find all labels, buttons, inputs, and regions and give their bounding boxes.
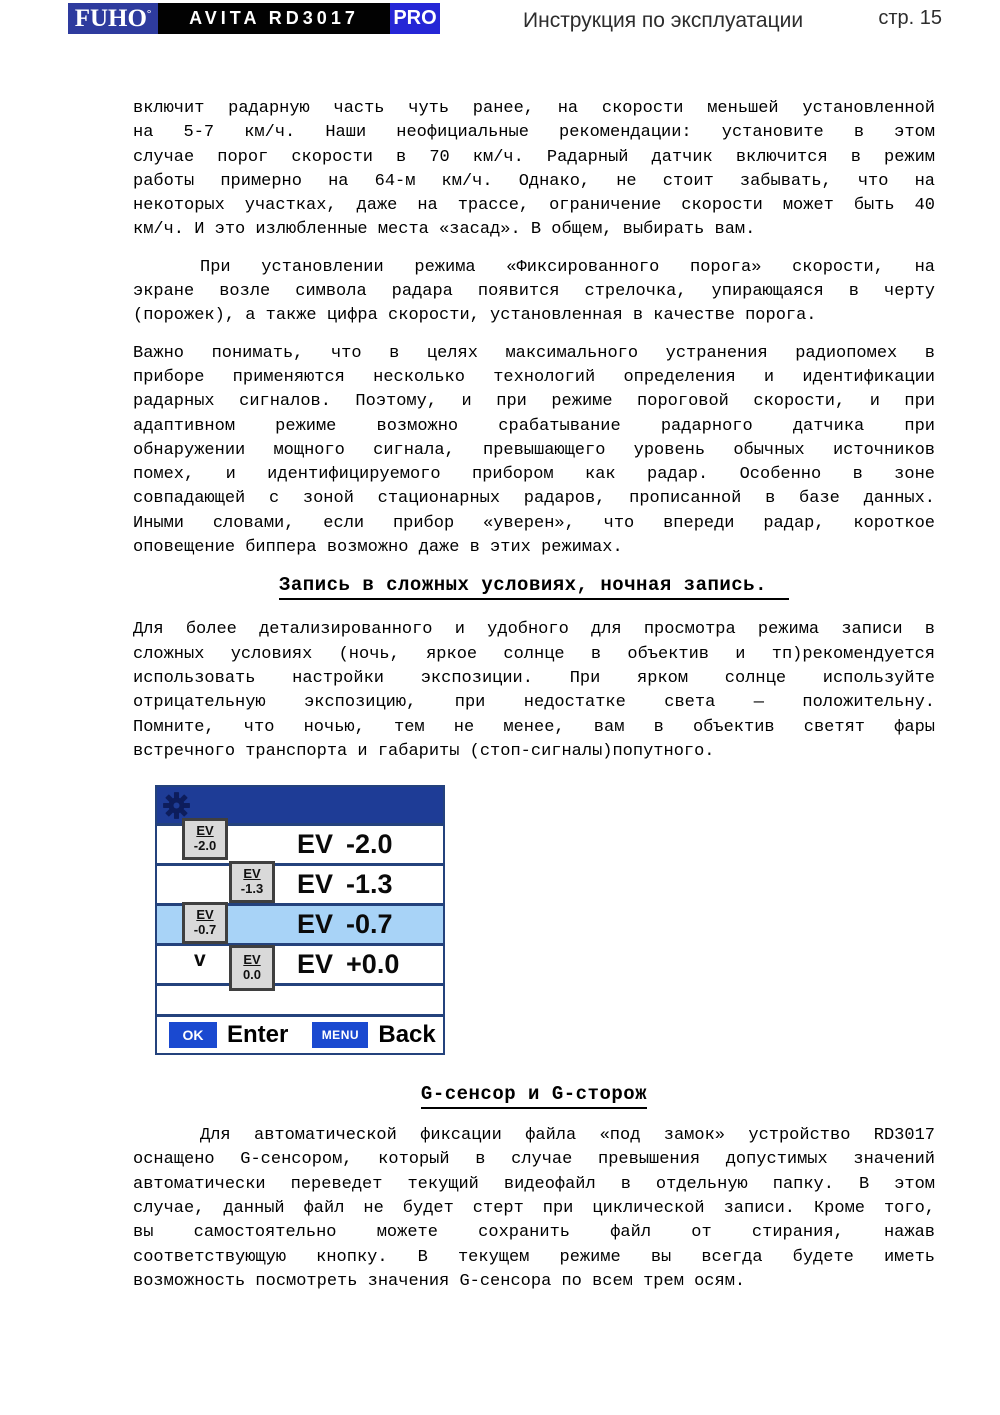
- brand-logo: [68, 3, 440, 34]
- menu-button: MENU: [312, 1022, 368, 1048]
- pro-badge: PRO: [390, 3, 440, 34]
- badge-ev-value: -2.0: [193, 838, 217, 854]
- text-line: совпадающей с зоной стационарных радаров, прописанной в базе данных.: [133, 489, 935, 509]
- badge-ev-label: EV: [243, 952, 261, 968]
- page-number: стр. 15: [878, 7, 942, 29]
- ok-button: OK: [169, 1022, 217, 1048]
- heading-g-sensor: [133, 1083, 935, 1105]
- text-line: использовать настройки экспозиции. При ярком солнце используйте: [133, 668, 935, 688]
- text-line: обнаружении мощного сигнала, превышающего уровень обычных источников: [133, 440, 935, 460]
- text-line: некоторых участках, даже на трассе, ограничение скорости может быть 40: [133, 196, 935, 216]
- text-line: приборе применяются несколько технологий определения и идентификации: [133, 367, 935, 387]
- text-line: Помните, что ночью, тем не менее, вам в объектив светят фары: [133, 717, 935, 737]
- text-line: случае, данный файл не будет стерт при циклической записи. Кроме того,: [133, 1199, 935, 1219]
- menu-footer-bar: [157, 1014, 443, 1053]
- heading-night-recording-text: Запись в сложных условиях, ночная запись.: [279, 574, 789, 600]
- text-line: встречного транспорта и габариты (стоп-сигналы)попутного.: [133, 741, 715, 761]
- text-line: возможность посмотреть значения G-сенсора по всем трем осям.: [133, 1271, 746, 1291]
- fuho-wordmark: [68, 3, 158, 34]
- text-line: Для автоматической фиксации файла «под замок» устройство RD3017: [200, 1126, 935, 1146]
- heading-night-recording: [133, 574, 935, 596]
- text-line: (порожек), а также цифра скорости, установленная в качестве порога.: [133, 306, 817, 326]
- row-value: -2.0: [346, 829, 393, 860]
- row-label: EV: [297, 909, 334, 940]
- text-line: адаптивном режиме возможно срабатывание радарного датчика при: [133, 416, 935, 436]
- text-line: автоматически переведет текущий видеофайл в отдельную папку. В этом: [133, 1174, 935, 1194]
- ev-badge-minus-0-7: [182, 902, 228, 944]
- ev-badge-0-0: [229, 945, 275, 991]
- row-value: -1.3: [346, 869, 393, 900]
- text-line: включит радарную часть чуть ранее, на скорости меньшей установленной: [133, 99, 935, 118]
- badge-ev-value: -1.3: [240, 881, 264, 897]
- paragraph-radar-threshold: [133, 97, 935, 243]
- paragraph-interference: [133, 342, 935, 561]
- text-line: помех, и идентифицируемого прибором как радар. Особенно в зоне: [133, 465, 935, 485]
- text-line: Важно понимать, что в целях максимального устранения радиопомех в: [133, 343, 935, 363]
- text-line: случае порог скорости в 70 км/ч. Радарный датчик включится в режим: [133, 147, 935, 167]
- badge-ev-label: EV: [196, 907, 214, 923]
- text-line: Иными словами, если прибор «уверен», что впереди радар, короткое: [133, 513, 935, 533]
- page-header: [0, 0, 1000, 40]
- page-body: [0, 40, 1000, 1294]
- badge-ev-value: 0.0: [242, 967, 262, 983]
- text-line: км/ч. И это излюбленные места «засад». В общем, выбирать вам.: [133, 220, 756, 240]
- model-wordmark: AVITA RD3017: [158, 3, 390, 34]
- row-label: EV: [297, 829, 334, 860]
- menu-row-empty: [157, 983, 443, 1014]
- chevron-down-indicator: v: [194, 948, 206, 972]
- heading-g-sensor-text: G-сенсор и G-сторож: [421, 1083, 647, 1109]
- text-line: оповещение биппера возможно даже в этих режимах.: [133, 538, 623, 558]
- document-title: Инструкция по эксплуатации: [523, 9, 804, 32]
- text-line: При установлении режима «Фиксированного порога» скорости, на: [200, 257, 935, 277]
- text-line: экране возле символа радара появится стрелочка, упирающаяся в черту: [133, 282, 935, 302]
- paragraph-g-sensor: [133, 1124, 935, 1294]
- text-line: Для более детализированного и удобного для просмотра режима записи в: [133, 620, 935, 640]
- gear-icon: [162, 791, 191, 820]
- enter-label: Enter: [227, 1021, 289, 1049]
- row-label: EV: [297, 869, 334, 900]
- text-line: работы примерно на 64-м км/ч. Однако, не стоит забывать, что на: [133, 171, 935, 191]
- badge-ev-value: -0.7: [193, 922, 217, 938]
- badge-ev-label: EV: [196, 823, 214, 839]
- text-line: радарных сигналов. Поэтому, и при режиме пороговой скорости, и при: [133, 392, 935, 412]
- fuho-text: FUHO: [74, 4, 147, 32]
- menu-row-ev-minus-1-3: [157, 863, 443, 903]
- row-value: -0.7: [346, 909, 393, 940]
- ev-badge-minus-2-0: [182, 818, 228, 860]
- ev-menu-screenshot: [155, 785, 445, 1055]
- back-label: Back: [378, 1021, 436, 1049]
- text-line: соответствующую кнопку. В текущем режиме вы всегда будете иметь: [133, 1247, 935, 1267]
- text-line: сложных условиях (ночь, яркое солнце в объектив и тп)рекомендуется: [133, 644, 935, 664]
- paragraph-fixed-threshold: [133, 256, 935, 329]
- degree-mark: °: [146, 7, 152, 20]
- ev-badge-minus-1-3: [229, 861, 275, 903]
- paragraph-exposure: [133, 618, 935, 764]
- text-line: вы самостоятельно можете сохранить файл от стирания, нажав: [133, 1223, 935, 1243]
- text-line: на 5-7 км/ч. Наши неофициальные рекомендации: установите в этом: [133, 123, 935, 143]
- badge-ev-label: EV: [243, 866, 261, 882]
- row-value: +0.0: [346, 949, 400, 980]
- text-line: отрицательную экспозицию, при недостатке света — положительну.: [133, 693, 935, 713]
- text-line: оснащено G-сенсором, который в случае превышения допустимых значений: [133, 1150, 935, 1170]
- row-label: EV: [297, 949, 334, 980]
